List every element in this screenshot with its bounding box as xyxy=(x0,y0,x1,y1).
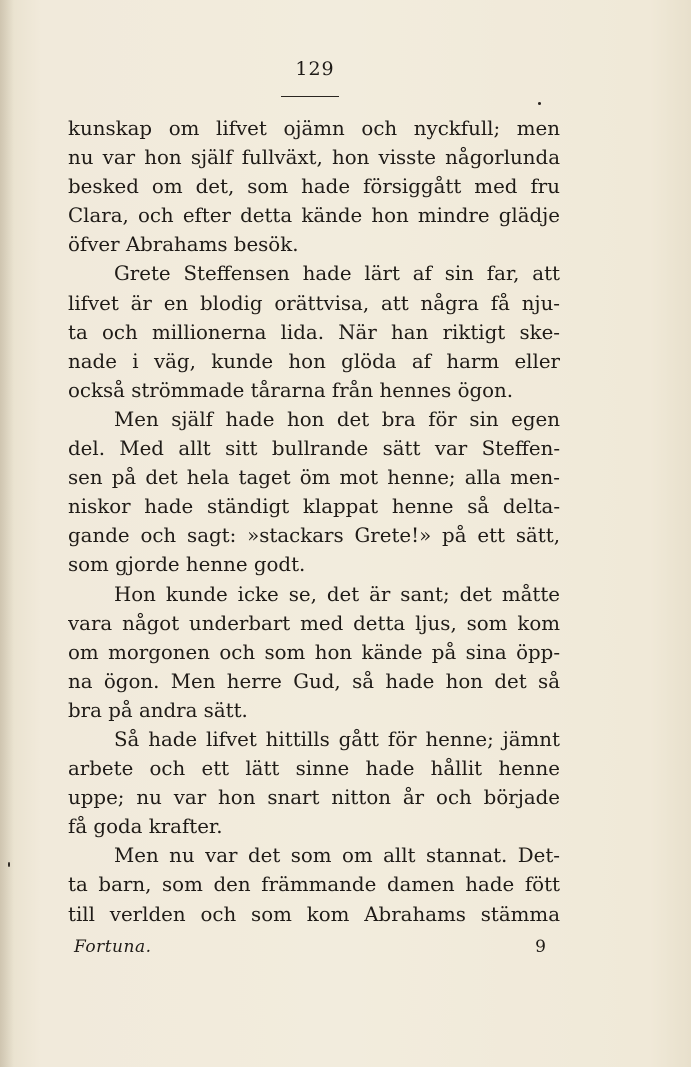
print-speck xyxy=(8,862,10,867)
text-line: få goda krafter. xyxy=(68,815,223,839)
gutter-shadow xyxy=(0,0,14,1067)
text-line: ta barn, som den främmande damen hade fött xyxy=(68,873,560,897)
text-line: uppe; nu var hon snart nitton år och började xyxy=(68,786,560,810)
body-text xyxy=(68,114,560,929)
text-line: Clara, och efter detta kände hon mindre glädje xyxy=(68,204,560,228)
signature-number: 9 xyxy=(535,937,546,957)
signature-title: Fortuna. xyxy=(74,937,152,957)
text-line: som gjorde henne godt. xyxy=(68,553,306,577)
page-footer xyxy=(74,937,546,967)
page-number: 129 xyxy=(295,58,335,80)
text-line: gande och sagt: »stackars Grete!» på ett sätt, xyxy=(68,524,560,548)
text-line: Grete Steffensen hade lärt af sin far, att xyxy=(114,262,560,286)
text-line: nu var hon själf fullväxt, hon visste någorlunda xyxy=(68,146,560,170)
text-line: bra på andra sätt. xyxy=(68,698,248,722)
text-line: också strömmade tårarna från hennes ögon. xyxy=(68,378,514,402)
text-line: Hon kunde icke se, det är sant; det måtte xyxy=(114,582,560,606)
text-line: arbete och ett lätt sinne hade hållit henne xyxy=(68,757,560,781)
header-rule xyxy=(281,96,339,97)
print-speck xyxy=(538,102,541,105)
text-line: Men själf hade hon det bra för sin egen xyxy=(114,407,560,431)
text-line: om morgonen och som hon kände på sina öpp- xyxy=(68,640,560,664)
text-line: nade i väg, kunde hon glöda af harm eller xyxy=(68,349,560,373)
text-line: vara något underbart med detta ljus, som kom xyxy=(68,611,560,635)
text-line: niskor hade ständigt klappat henne så delta- xyxy=(68,495,560,519)
text-line: till verlden och som kom Abrahams stämma xyxy=(68,902,560,926)
text-line: kunskap om lifvet ojämn och nyckfull; men xyxy=(68,117,560,140)
text-line: besked om det, som hade försiggått med fru xyxy=(68,175,560,199)
text-line: Men nu var det som om allt stannat. Det- xyxy=(114,844,560,868)
text-line: del. Med allt sitt bullrande sätt var Steffen- xyxy=(68,437,560,461)
text-line: öfver Abrahams besök. xyxy=(68,233,299,257)
text-line: Så hade lifvet hittills gått för henne; jämnt xyxy=(114,727,560,751)
text-line: lifvet är en blodig orättvisa, att några få nju- xyxy=(68,291,560,315)
text-line: ta och millionerna lida. När han riktigt ske- xyxy=(68,320,560,344)
text-line: sen på det hela taget öm mot henne; alla men- xyxy=(68,466,560,490)
text-line: na ögon. Men herre Gud, så hade hon det så xyxy=(68,669,560,693)
